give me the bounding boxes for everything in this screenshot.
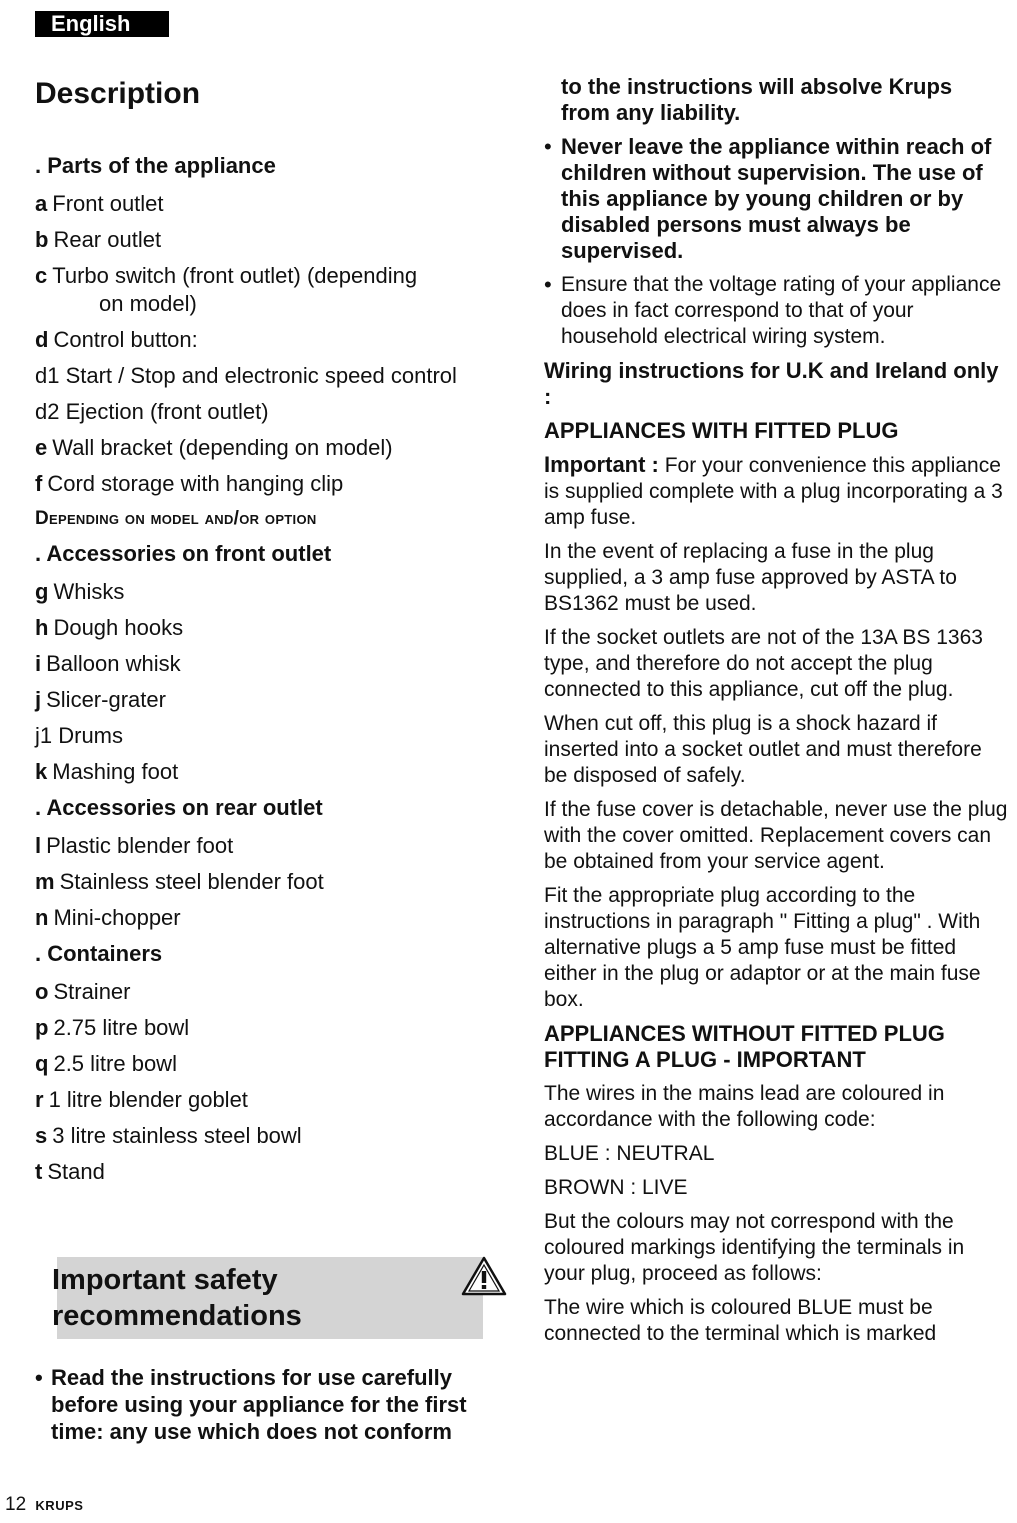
list-item bbox=[35, 722, 505, 750]
list-item bbox=[35, 758, 505, 786]
item-key: k bbox=[35, 759, 48, 784]
bullet-children: • Never leave the appliance within reach of children without supervision. The use of this appliance by young children or by disabled persons must always be supervised. bbox=[544, 134, 1009, 264]
item-text: 1 litre blender goblet bbox=[48, 1087, 248, 1112]
safety-title-line-1: Important safety bbox=[52, 1264, 278, 1296]
item-key: f bbox=[35, 471, 43, 496]
item-key: t bbox=[35, 1159, 43, 1184]
list-item bbox=[35, 262, 505, 318]
list-item bbox=[35, 1122, 505, 1150]
bullet-read-instructions bbox=[35, 1364, 505, 1445]
wiring-heading: Wiring instructions for U.K and Ireland only : bbox=[544, 358, 999, 409]
without-plug-heading-line-2: FITTING A PLUG - IMPORTANT bbox=[544, 1047, 866, 1072]
warning-icon bbox=[461, 1255, 507, 1297]
list-item bbox=[35, 832, 505, 860]
item-key: p bbox=[35, 1015, 49, 1040]
item-text: Rear outlet bbox=[53, 227, 162, 252]
bullet-line-3: time: any use which does not conform bbox=[51, 1419, 452, 1444]
list-item bbox=[35, 1050, 505, 1078]
list-item bbox=[35, 362, 505, 390]
item-key: o bbox=[35, 979, 49, 1004]
item-text: Mashing foot bbox=[52, 759, 179, 784]
brown-live: BROWN : LIVE bbox=[544, 1176, 688, 1199]
list-item bbox=[35, 398, 505, 426]
important-label: Important : bbox=[544, 452, 659, 477]
list-item bbox=[35, 326, 505, 354]
item-key: r bbox=[35, 1087, 44, 1112]
front-accessories-heading: . Accessories on front outlet bbox=[35, 541, 332, 566]
parts-list bbox=[35, 190, 505, 498]
language-tab: English bbox=[35, 11, 169, 37]
item-text: d1 Start / Stop and electronic speed control bbox=[35, 363, 457, 388]
liability-continuation bbox=[544, 74, 1009, 126]
containers-heading: . Containers bbox=[35, 941, 163, 966]
liability-line-1: to the instructions will absolve Krups bbox=[561, 74, 953, 99]
item-key: l bbox=[35, 833, 42, 858]
containers-list bbox=[35, 978, 505, 1186]
list-item bbox=[35, 868, 505, 896]
item-key: j bbox=[35, 687, 42, 712]
important-paragraph bbox=[544, 452, 1009, 531]
left-column bbox=[35, 74, 505, 1194]
list-item bbox=[35, 904, 505, 932]
list-item bbox=[35, 978, 505, 1006]
parts-heading: . Parts of the appliance bbox=[35, 153, 276, 178]
item-key: n bbox=[35, 905, 49, 930]
depending-label: Depending on model and/or option bbox=[35, 508, 317, 529]
item-text: Whisks bbox=[53, 579, 125, 604]
socket-paragraph: If the socket outlets are not of the 13A BS 1363 type, and therefore do not accept the plug connected to this appliance, cut off the plug. bbox=[544, 626, 983, 701]
page-footer bbox=[5, 1493, 83, 1518]
blue-wire-paragraph: The wire which is coloured BLUE must be connected to the terminal which is marked bbox=[544, 1296, 937, 1345]
list-item bbox=[35, 226, 505, 254]
list-item bbox=[35, 578, 505, 606]
right-column bbox=[544, 74, 1009, 1355]
item-key: q bbox=[35, 1051, 49, 1076]
item-text: Turbo switch (front outlet) (depending bbox=[52, 263, 418, 288]
item-text: Stainless steel blender foot bbox=[59, 869, 324, 894]
fuse-cover-paragraph: If the fuse cover is detachable, never use the plug with the cover omitted. Replacement covers can be obtained from your service agent. bbox=[544, 798, 1008, 873]
item-key: b bbox=[35, 227, 49, 252]
page-number: 12 bbox=[5, 1494, 27, 1515]
list-item bbox=[35, 1086, 505, 1114]
cutoff-paragraph: When cut off, this plug is a shock hazard if inserted into a socket outlet and must therefore be disposed of safely. bbox=[544, 712, 982, 787]
item-text: 3 litre stainless steel bowl bbox=[52, 1123, 302, 1148]
bullet-voltage: • Ensure that the voltage rating of your appliance does in fact correspond to that of your household electrical wiring system. bbox=[544, 272, 1009, 350]
replace-fuse-paragraph: In the event of replacing a fuse in the plug supplied, a 3 amp fuse approved by ASTA to BS1362 must be used. bbox=[544, 540, 957, 615]
item-text: Strainer bbox=[53, 979, 131, 1004]
item-key: h bbox=[35, 615, 49, 640]
bullet-voltage-text: Ensure that the voltage rating of your appliance does in fact correspond to that of your household electrical wiring system. bbox=[561, 273, 1002, 348]
colours-paragraph: But the colours may not correspond with the coloured markings identifying the terminals in your plug, proceed as follows: bbox=[544, 1210, 965, 1285]
item-key: s bbox=[35, 1123, 48, 1148]
list-item bbox=[35, 686, 505, 714]
item-key: a bbox=[35, 191, 48, 216]
without-plug-heading bbox=[544, 1021, 1009, 1073]
item-key: c bbox=[35, 263, 48, 288]
item-text: Balloon whisk bbox=[46, 651, 181, 676]
item-text: Slicer-grater bbox=[46, 687, 166, 712]
wires-paragraph: The wires in the mains lead are coloured in accordance with the following code: bbox=[544, 1082, 945, 1131]
fit-plug-paragraph: Fit the appropriate plug according to the instructions in paragraph " Fitting a plug" . With alternative plugs a 5 amp fuse must be fitted either in the plug or adaptor or at the main fuse box. bbox=[544, 884, 981, 1011]
item-key: i bbox=[35, 651, 42, 676]
list-item bbox=[35, 650, 505, 678]
item-text: j1 Drums bbox=[35, 723, 124, 748]
important-text: For your convenience this appliance is supplied complete with a plug incorporating a 3 amp fuse. bbox=[544, 454, 1003, 529]
bullet-dot: • bbox=[35, 1365, 43, 1390]
description-title: Description bbox=[35, 77, 201, 110]
item-text: 2.75 litre bowl bbox=[53, 1015, 190, 1040]
front-accessories-list bbox=[35, 578, 505, 786]
item-text: Stand bbox=[47, 1159, 105, 1184]
item-text: Cord storage with hanging clip bbox=[47, 471, 344, 496]
fitted-plug-heading: APPLIANCES WITH FITTED PLUG bbox=[544, 418, 899, 443]
item-text: Dough hooks bbox=[53, 615, 184, 640]
item-text: Front outlet bbox=[52, 191, 164, 216]
bullet-line-2: before using your appliance for the first bbox=[51, 1392, 467, 1417]
item-text: d2 Ejection (front outlet) bbox=[35, 399, 269, 424]
list-item bbox=[35, 1014, 505, 1042]
item-text: Mini-chopper bbox=[53, 905, 181, 930]
list-item bbox=[35, 470, 505, 498]
item-key: m bbox=[35, 869, 55, 894]
item-text: Control button: bbox=[53, 327, 198, 352]
rear-accessories-heading: . Accessories on rear outlet bbox=[35, 795, 323, 820]
rear-accessories-list bbox=[35, 832, 505, 932]
item-text-continued: on model) bbox=[99, 291, 197, 316]
without-plug-heading-line-1: APPLIANCES WITHOUT FITTED PLUG bbox=[544, 1021, 945, 1046]
item-key: d bbox=[35, 327, 49, 352]
blue-neutral: BLUE : NEUTRAL bbox=[544, 1142, 715, 1165]
bullet-children-text: Never leave the appliance within reach of children without supervision. The use of this appliance by young children or by disabled persons must always be supervised. bbox=[561, 134, 992, 263]
list-item bbox=[35, 190, 505, 218]
item-text: Wall bracket (depending on model) bbox=[52, 435, 393, 460]
list-item bbox=[35, 614, 505, 642]
liability-line-2: from any liability. bbox=[561, 100, 741, 125]
list-item bbox=[35, 1158, 505, 1186]
safety-title-line-2: recommendations bbox=[52, 1300, 302, 1332]
item-key: e bbox=[35, 435, 48, 460]
safety-title bbox=[52, 1262, 472, 1334]
item-key: g bbox=[35, 579, 49, 604]
brand-logo: KRUPS bbox=[35, 1498, 84, 1513]
list-item bbox=[35, 434, 505, 462]
bullet-line-1: Read the instructions for use carefully bbox=[51, 1365, 452, 1390]
item-text: 2.5 litre bowl bbox=[53, 1051, 177, 1076]
item-text: Plastic blender foot bbox=[46, 833, 234, 858]
